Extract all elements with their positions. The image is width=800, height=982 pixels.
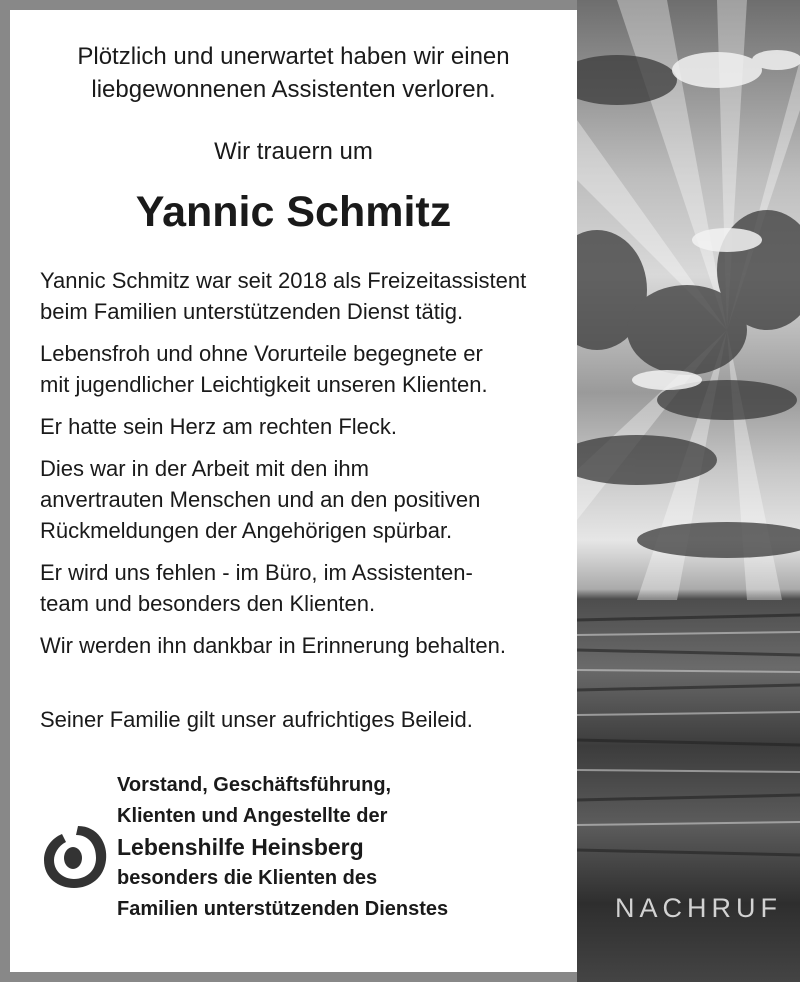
- signature-line: Klienten und Angestellte der: [117, 805, 388, 827]
- obituary-card: [10, 10, 577, 972]
- lebenshilfe-logo-icon: [40, 818, 110, 890]
- paragraph: Dies war in der Arbeit mit den ihm anvertrauten Menschen und an den positiven Rückmeldungen der Angehörigen spürbar.: [40, 456, 481, 543]
- paragraph: Wir werden ihn dankbar in Erinnerung behalten.: [40, 633, 506, 658]
- paragraph: Er wird uns fehlen - im Büro, im Assistenten- team und besonders den Klienten.: [40, 560, 473, 616]
- signature-block: [117, 770, 448, 925]
- condolence-line: Seiner Familie gilt unser aufrichtiges Beileid.: [40, 707, 473, 732]
- nachruf-caption: NACHRUF: [615, 893, 782, 923]
- signature-line: besonders die Klienten des: [117, 867, 378, 889]
- paragraph: Er hatte sein Herz am rechten Fleck.: [40, 414, 398, 439]
- organization-name: Lebenshilfe Heinsberg: [117, 834, 364, 860]
- obituary-body: [40, 265, 570, 672]
- seascape-sunrays-icon: [577, 0, 800, 982]
- intro-text: Plötzlich und unerwartet haben wir einen liebgewonnenen Assistenten verloren.: [77, 43, 510, 103]
- signature-line: Vorstand, Geschäftsführung,: [117, 774, 392, 796]
- seascape-photo: [577, 0, 800, 982]
- mourning-line: Wir trauern um: [214, 138, 373, 165]
- paragraph: Yannic Schmitz war seit 2018 als Freizeitassistent beim Familien unterstützenden Dienst tätig.: [40, 268, 527, 324]
- deceased-name: Yannic Schmitz: [135, 188, 452, 236]
- paragraph: Lebensfroh und ohne Vorurteile begegnete er mit jugendlicher Leichtigkeit unseren Klienten.: [40, 341, 488, 397]
- signature-line: Familien unterstützenden Dienstes: [117, 898, 449, 920]
